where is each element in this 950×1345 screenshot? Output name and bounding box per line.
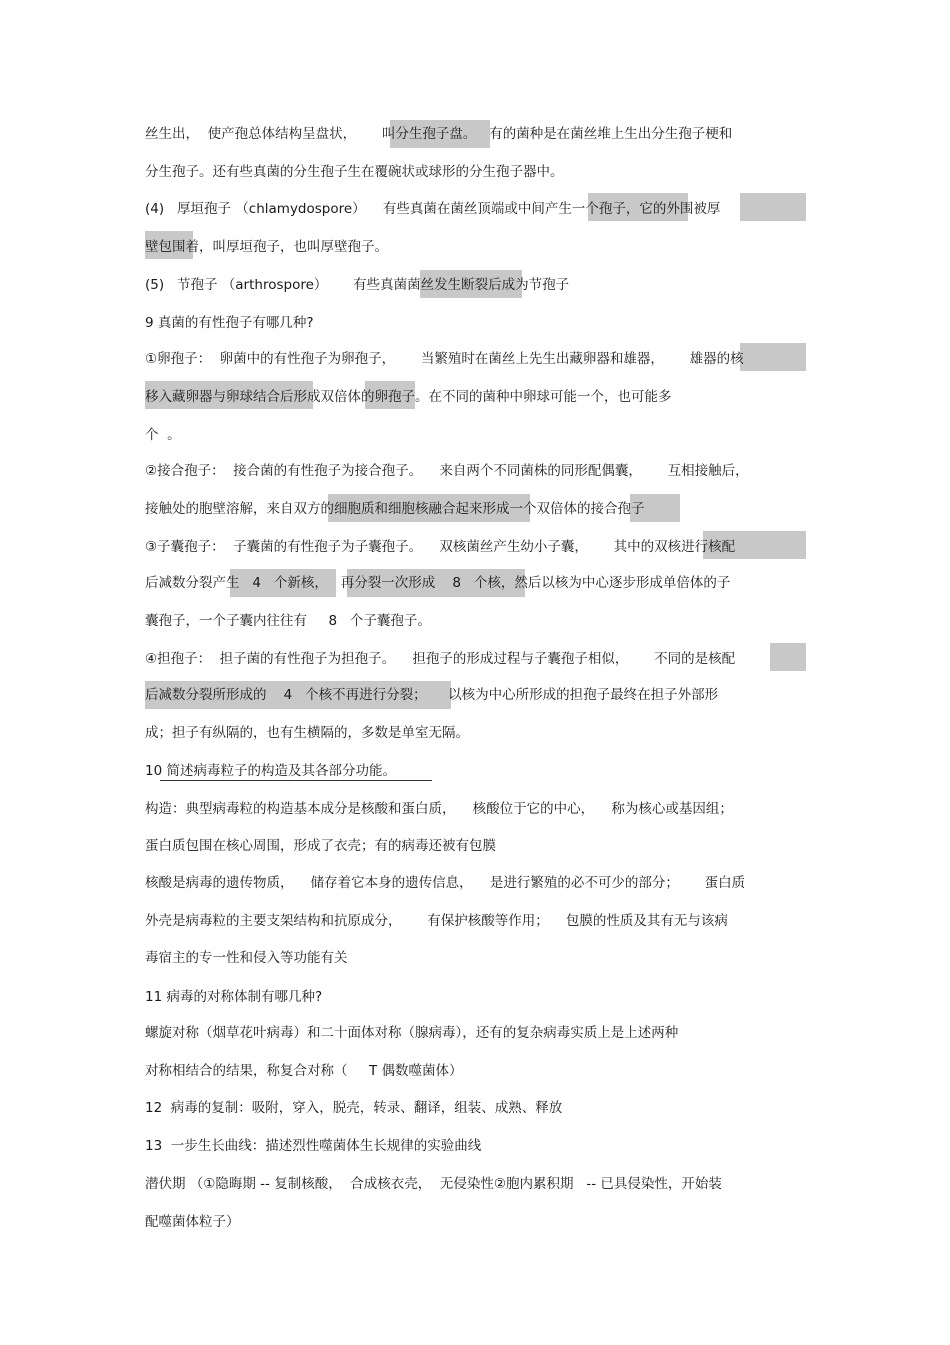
text-line: 潜伏期 （①隐晦期 -- 复制核酸， 合成核衣壳， 无侵染性②胞内累积期 -- 已具侵染性，开始装: [145, 1176, 722, 1192]
text-line: 对称相结合的结果，称复合对称（ T 偶数噬菌体）: [145, 1063, 463, 1079]
text-line: 配噬菌体粒子）: [145, 1214, 240, 1230]
text-line: 个 。: [145, 427, 181, 443]
text-line: (4) 厚垣孢子 （chlamydospore） 有些真菌在菌丝顶端或中间产生一个孢子，它的外围被厚: [145, 201, 721, 217]
text-line: 丝生出， 使产孢总体结构呈盘状， 叫分生孢子盘。 有的菌种是在菌丝堆上生出分生孢子梗和: [145, 126, 733, 142]
text-line: ②接合孢子： 接合菌的有性孢子为接合孢子。 来自两个不同菌株的同形配偶囊， 互相接触后，: [145, 463, 749, 479]
text-line: 毒宿主的专一性和侵入等功能有关: [145, 950, 348, 966]
highlight: [740, 193, 806, 221]
text-line: 构造：典型病毒粒的构造基本成分是核酸和蛋白质， 核酸位于它的中心， 称为核心或基因组；: [145, 801, 733, 817]
text-line: 10 简述病毒粒子的构造及其各部分功能。: [145, 763, 396, 779]
text-line: 螺旋对称（烟草花叶病毒）和二十面体对称（腺病毒），还有的复杂病毒实质上是上述两种: [145, 1025, 679, 1041]
text-line: 外壳是病毒粒的主要支架结构和抗原成分， 有保护核酸等作用； 包膜的性质及其有无与该病: [145, 913, 728, 929]
text-line: ④担孢子： 担子菌的有性孢子为担孢子。 担孢子的形成过程与子囊孢子相似， 不同的是核配: [145, 651, 736, 667]
text-line: 蛋白质包围在核心周围，形成了衣壳；有的病毒还被有包膜: [145, 838, 496, 854]
highlight: [740, 343, 806, 371]
text-line: 移入藏卵器与卵球结合后形成双倍体的卵孢子。在不同的菌种中卵球可能一个，也可能多: [145, 389, 672, 405]
text-line: 13 一步生长曲线：描述烈性噬菌体生长规律的实验曲线: [145, 1138, 482, 1154]
text-line: (5) 节孢子 （arthrospore） 有些真菌菌丝发生断裂后成为节孢子: [145, 277, 570, 293]
text-line: 壁包围着，叫厚垣孢子，也叫厚壁孢子。: [145, 239, 388, 255]
text-line: 核酸是病毒的遗传物质， 储存着它本身的遗传信息， 是进行繁殖的必不可少的部分； 蛋白质: [145, 875, 746, 891]
text-line: 后减数分裂产生 4 个新核， 再分裂一次形成 8 个核，然后以核为中心逐步形成单倍体的子: [145, 575, 731, 591]
text-line: ①卵孢子： 卵菌中的有性孢子为卵孢子， 当繁殖时在菌丝上先生出藏卵器和雄器， 雄器的核: [145, 351, 744, 367]
text-line: 接触处的胞壁溶解，来自双方的细胞质和细胞核融合起来形成一个双倍体的接合孢子: [145, 501, 645, 517]
text-line: 12 病毒的复制：吸附，穿入，脱壳，转录、翻译，组装、成熟、释放: [145, 1100, 563, 1116]
text-line: 成；担子有纵隔的，也有生横隔的，多数是单室无隔。: [145, 725, 469, 741]
text-line: 分生孢子。还有些真菌的分生孢子生在覆碗状或球形的分生孢子器中。: [145, 164, 564, 180]
highlight: [770, 643, 806, 671]
text-line: 后减数分裂所形成的 4 个核不再进行分裂； 以核为中心所形成的担孢子最终在担子外部形: [145, 687, 719, 703]
text-line: 11 病毒的对称体制有哪几种?: [145, 989, 323, 1005]
text-line: ③子囊孢子： 子囊菌的有性孢子为子囊孢子。 双核菌丝产生幼小子囊， 其中的双核进行核配: [145, 539, 736, 555]
text-line: 9 真菌的有性孢子有哪几种?: [145, 315, 314, 331]
text-line: 囊孢子，一个子囊内往往有 8 个子囊孢子。: [145, 613, 431, 629]
